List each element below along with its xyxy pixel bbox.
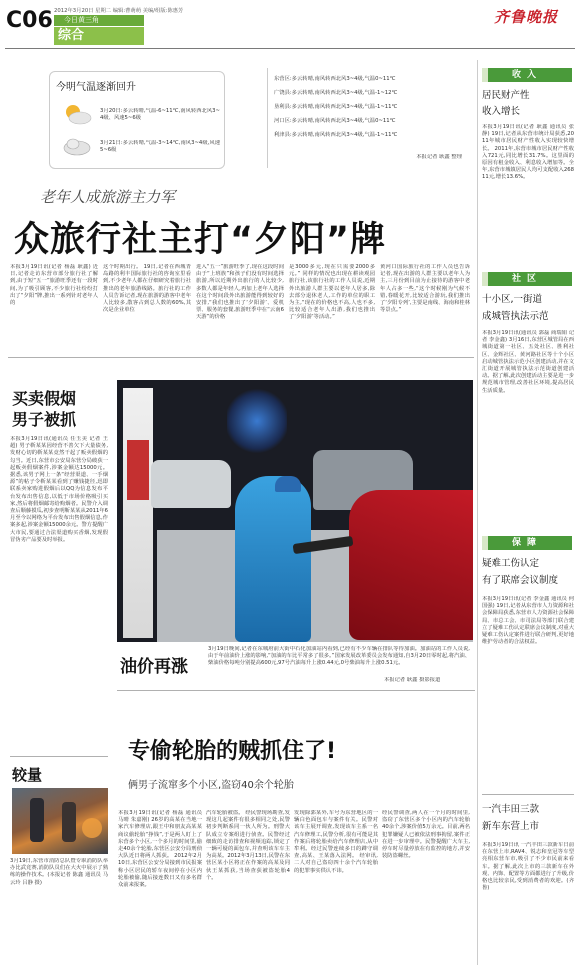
station-sign-panel bbox=[127, 440, 149, 500]
tire-col-2: 汽车轮胎被盗。 经民警现场勘查,发现这几起案件有很多相同之处,民警初步判断系同一伙人所为。刑警大队成立专案组进行侦查。民警经过细致的走访排查和视频追踪,锁定了一辆可疑的面包车,并查明该车车主为高某。2012年3月13日,民警在东营区某小区将正在作案的高某及同伙王某抓获,当场查获被盗轮胎4个。 bbox=[206, 810, 290, 881]
tire-col-1: 本报3月19日讯(记者 杨磊 通讯员 马晴 朱嘉刚) 26岁的高某在当地一家汽车修理店,跟王中和朋友高某某商议偷轮胎“挣钱”,于是两人盯上了东营多个小区,一个多月的时间里,偷走40余个轮胎,东营区公安分局刑侦大队近日将两人抓获。 2012年2月10日,东营区公安分局接到市民报案称小区居民的轿车夜间停在小区内轮胎被偷,随后接连数日又有多名群众前来报案。 bbox=[118, 810, 202, 889]
sidebar-title: 新车东营上市 bbox=[482, 821, 540, 832]
weather-title: 今明气温逐渐回升 bbox=[56, 82, 136, 93]
tire-col-3: 发现除郭某外,车号为东营地区的一辆白色面包车与案件有关。民警对该车主展开调查,发现该车主系一名汽车修理工,民警分析,很有可能是其作案后将轮胎卖给汽车修理店,从中牟利。经过民警连续多日的蹲守调查,高某、王某落入法网。 经审讯,二人对自己盗窃四十余个汽车轮胎的犯罪事实供认不讳。 bbox=[294, 810, 378, 874]
sidebar-title: 疑难工伤认定 bbox=[482, 558, 540, 569]
station-sign bbox=[123, 388, 153, 638]
fire-flame bbox=[82, 818, 102, 838]
sidebar-body: 本报3月19日讯 一汽丰田三款新车日前在东营上市,RAV4、锐志和皇冠等车型亮相东营车市,吸引了不少市民前来看车。据了解,此次上市的三款新车在外观、内饰、配置等方面都进行了升级,价格也比较亲民,受到消费者的欢迎。(齐鲁) bbox=[482, 842, 574, 892]
photo-byline: 本报记者 耿鑫 摄影报道 bbox=[384, 677, 441, 683]
photo-caption: 3月19日晚间,记者在东城府前大街中石化加油站内看到,已经有不少车辆在排队等待加油。加油站的工作人员说,由于年前油价上涨的影响,“加油的车比平常多了很多。”国家发展改革委员会发布通知,自3月20日零时起,将汽油、柴油价格每吨分别提高600元,97号汽油每升上涨0.44元,0号柴油每升上涨0.51元。 bbox=[208, 646, 470, 667]
compare-photo bbox=[12, 788, 108, 854]
compare-title: 较量 bbox=[12, 766, 43, 784]
weather-byline: 本报记者 耿鑫 整理 bbox=[416, 154, 462, 160]
sidebar-section-guarantee bbox=[482, 536, 572, 550]
weather-day2: 3月21日:多云转晴,气温-3~14℃,南风3~4级,风速5~6级 bbox=[100, 140, 220, 154]
section-name: 综合 bbox=[54, 27, 144, 45]
divider bbox=[8, 357, 474, 358]
city-weather-list bbox=[274, 72, 466, 142]
sidebar-body: 本报3月19日讯(通讯员 郭磊 商瑞娟 记者 李金鑫) 3月16日,东营区城管局在西城街道第一社区、五处社区、胜利社区、金辉社区、黄河路社区等十个小区启动城管执法示范小区创建活动,并在文汇街道开展城管执法示范街道创建活动。据了解,此次创建活动主要是进一步规范城市管理,改善社区环境,提高居民生活质量。 bbox=[482, 330, 574, 394]
lead-col-4: 是3000多元,现在只需要2000多元。” 同样的情况也出现在耕读观园旅行社,该旅行社的工作人员说,近期外出旅游人群主要以老年人居多,除去部分退休老人,工作的单位的职工为主,“现在的价格也不高,人也不多,比较适合老年人出游,我们也推出了‘夕阳游’等活动。” bbox=[289, 264, 375, 321]
red-car bbox=[349, 490, 473, 640]
lead-col-2: 这个时期出行。 19日,记者在西城青岛路的利丰国际旅行社的咨询室里看到,不少老年人都在仔细研究着旅行社推出的老年旅游线路。旅行社的工作人员告诉记者,现在旅游的游客中老年人比较多,散客占到总人数的60%,其次是企业单位 bbox=[103, 264, 191, 314]
lead-col-1: 本报3月19日讯(记者 杨磊 耿鑫) 近日,记者走访东营市部分旅行社了解到,由于短“五一”旅游旺季还有一段时间,为了吸引顾客,不少旅行社纷纷打出了“夕阳”牌,推出一系列针对老年人的 bbox=[10, 264, 98, 307]
tire-subhead: 俩男子流窜多个小区,盗窃40余个轮胎 bbox=[128, 780, 294, 791]
firefighter-figure bbox=[62, 802, 76, 842]
white-car bbox=[151, 460, 231, 508]
sidebar-section-label: 保障 bbox=[511, 538, 542, 548]
sidebar-title: 居民财产性 bbox=[482, 90, 530, 101]
sidebar-section-label: 收入 bbox=[511, 70, 542, 80]
city-weather-item: 东营区:多云转晴,南风转西北风3~4级,气温0~11℃ bbox=[274, 76, 396, 82]
night-lights bbox=[227, 386, 287, 456]
firefighter-figure bbox=[30, 798, 44, 842]
city-weather-box bbox=[267, 68, 468, 168]
sidebar-body: 本报3月19日讯(记者 耿鑫 通讯员 张静) 19日,记者从东营市统计局获悉,2011年城市居民财产性收入实现较快增长。 2011年,东营市城市居民财产性收入721元,同比增长31.7%。这里面的原因有租金收入、利息收入增加等。全年,东营市城镇居民人均可支配收入26811元,增长13.6%。 bbox=[482, 124, 574, 181]
city-weather-item: 广饶县:多云转晴,南风转西北风3~4级,气温-1~12℃ bbox=[274, 90, 398, 96]
sun-cloud-icon bbox=[62, 102, 92, 126]
sidebar-title: 一汽丰田三款 bbox=[482, 804, 540, 815]
attendant-figure bbox=[235, 476, 311, 642]
sidebar-title: 收入增长 bbox=[482, 106, 521, 117]
fakewine-body: 本报3月19日讯(通讯员 任玉美 记者 王超) 男子靳某某因经营不善欠下大量债务,发财心切的靳某某竟然干起了贩卖假烟的勾当。近日,东营市公安局东营分局破获一起贩卖假烟案件,涉案金额达15000元。 据悉,该男子网上一条“经营渠道、一手烟源”的帖子令靳某某看到了赚钱捷径,迅即联系卖家购进假烟后以QQ为信息发布平台发布出售信息,以低于市场价格吸引买家,然后将假烟邮寄给购烟者。民警介入调查后顺藤摸瓜,初步查明靳某某从2011年6月至今以网络为平台发布出售假烟信息,作案多起,涉案金额15000余元。警方提醒广大市民,要通过合法渠道购买香烟,发现假冒伪劣产品要及时举报。 bbox=[10, 436, 108, 543]
cloud-icon bbox=[62, 136, 92, 158]
sidebar-section-income bbox=[482, 68, 572, 82]
tire-headline: 专偷轮胎的贼抓住了! bbox=[128, 739, 337, 764]
date-line: 2012年3月20日 星期二 编辑:曹萌萌 美编/组版:陈惠芳 bbox=[54, 8, 184, 14]
sidebar-title: 十小区,一街道 bbox=[482, 294, 543, 305]
lead-col-3: 进入“五一”旅游旺季了,现在这段时间由于“上班族”和孩子们没有时间选择旅游,所以近期外出旅行的人比较少,多数人都是年轻人,再加上老年人选择在这个时间段外出旅游能得到较好的安排,“我们也推出了‘夕阳游’、爱机票、服务的套餐,旅游旺季中在“云南6天游”的价格 bbox=[196, 264, 284, 321]
tire-col-4: 经民警调查,两人在一个月的时间里,盗窃了东营区多个小区内的汽车轮胎40余个,涉案价值5万余元。目前,两名犯罪嫌疑人已被依法刑事拘留,案件正在进一步审理中。民警提醒广大车主,停车时尽量停放在有监控的地方,并安装防盗螺丝。 bbox=[382, 810, 470, 860]
attendant-cap bbox=[275, 476, 301, 492]
compare-caption: 3月19日,东营市消防总队暨专职消防队举办比武竞赛,消防队员们在大火中展示了熟练的操作技术。(本报记者 陈鑫 通讯员 马云玲 吕静 摄) bbox=[10, 858, 108, 886]
sidebar-section-label: 社区 bbox=[511, 274, 542, 284]
oil-price-photo bbox=[117, 380, 473, 642]
masthead bbox=[0, 0, 580, 50]
city-weather-item: 河口区:多云转晴,南风转西北风3~4级,气温0~11℃ bbox=[274, 118, 396, 124]
fakewine-title-2: 男子被抓 bbox=[12, 410, 77, 429]
page-code: C06 bbox=[6, 8, 53, 33]
sidebar-title: 成城管执法示范 bbox=[482, 311, 549, 322]
section-tag: 今日黄三角 bbox=[54, 15, 144, 26]
city-weather-item: 垦利县:多云转晴,南风转西北风3~4级,气温-1~11℃ bbox=[274, 104, 398, 110]
weather-box bbox=[49, 71, 225, 169]
photo-title: 油价再涨 bbox=[120, 657, 188, 677]
lead-kicker: 老年人成旅游主力军 bbox=[40, 188, 176, 206]
weather-day1: 3月20日:多云转晴,气温-6~11℃,南风转西北风3~4级、风速5~6级 bbox=[100, 108, 220, 122]
paper-logo: 齐鲁晚报 bbox=[494, 8, 559, 26]
sidebar-title: 有了联席会议制度 bbox=[482, 575, 559, 586]
lead-headline: 众旅行社主打“夕阳”牌 bbox=[14, 220, 387, 260]
fakewine-title-1: 买卖假烟 bbox=[12, 389, 77, 408]
city-weather-item: 利津县:多云转晴,南风转西北风3~4级,气温-1~11℃ bbox=[274, 132, 398, 138]
lead-col-5: 黄河口国际旅行社的工作人员也告诉记者,现在出游的人群主要以老年人为主,三月份到目前为止接待的游客中老年人占多一些,“这个时候刚为气候不错,春暖花开,比较适合游玩,我们推出了‘夕阳专列’,主要是南线、海南和桂林等景点。” bbox=[380, 264, 470, 314]
sidebar-body: 本报3月19日讯(记者 李金鑫 通讯员 何国强) 19日,记者从东营市人力资源和社会保障局获悉,东营市人力资源社会保障局、市总工会、市司法局等部门联合建立了疑难工伤认定联席会议制度,对重大疑难工伤认定案件进行联合研判,更好地维护劳动者的合法权益。 bbox=[482, 596, 574, 646]
sidebar-section-community bbox=[482, 272, 572, 286]
